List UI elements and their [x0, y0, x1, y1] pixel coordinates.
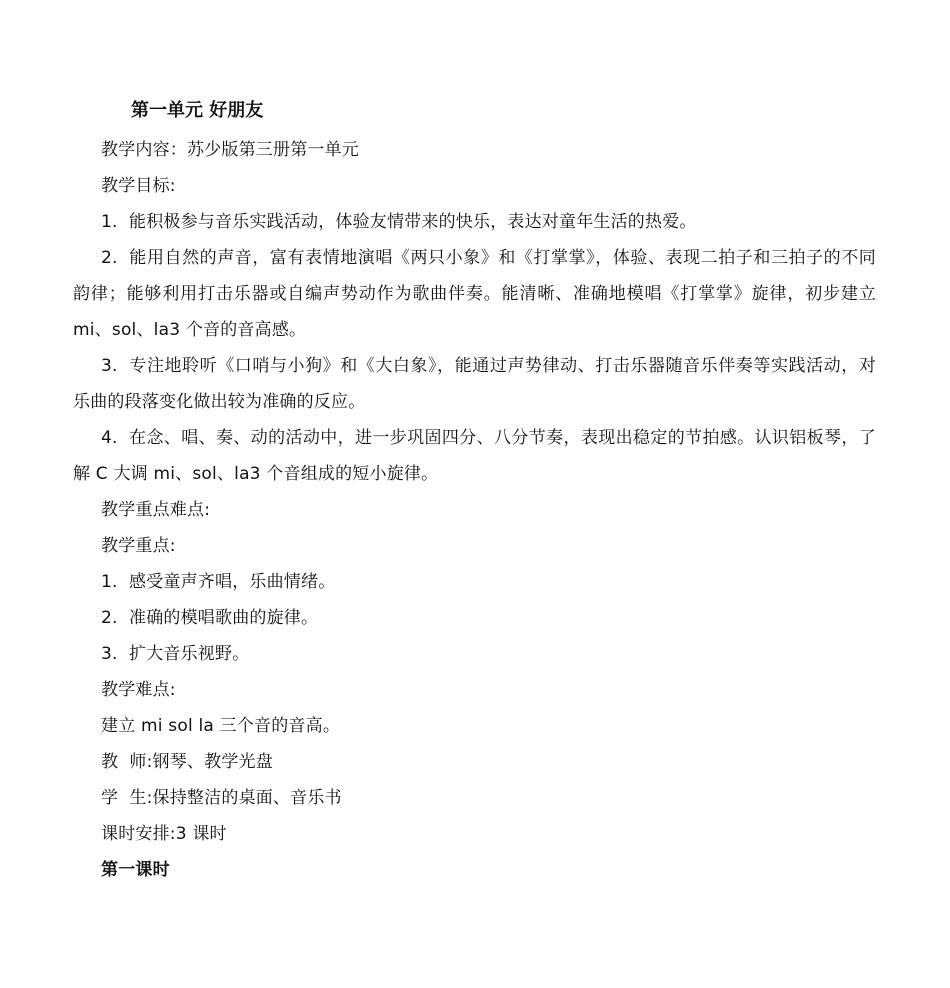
goal-item-4 [73, 420, 876, 492]
key-text: 感受童声齐唱，乐曲情绪。 [129, 572, 336, 592]
student-materials: 学 生:保持整洁的桌面、音乐书 [101, 788, 342, 808]
lesson-1-heading: 第一课时 [101, 860, 170, 880]
goal-text: 能积极参与音乐实践活动，体验友情带来的快乐，表达对童年生活的热爱。 [129, 212, 697, 232]
goal-number: 2. [101, 248, 118, 268]
difficult-point-1: 建立 mi sol la 三个音的音高。 [101, 716, 341, 736]
key-number: 3. [101, 644, 118, 664]
goal-item-2 [73, 240, 876, 348]
goal-text: 能用自然的声音，富有表情地演唱《两只小象》和《打掌掌》，体验、表现二拍子和三拍子的不同韵律；能够利用打击乐器或自编声势动作为歌曲伴奏。能清晰、准确地模唱《打掌掌》旋律，初步建立 mi、sol、la3 个音的音高感。 [73, 248, 876, 340]
teaching-content: 教学内容：苏少版第三册第一单元 [101, 140, 359, 160]
key-number: 2. [101, 608, 118, 628]
goal-item-1 [73, 204, 876, 240]
key-text: 扩大音乐视野。 [129, 644, 250, 664]
goal-number: 1. [101, 212, 118, 232]
goal-text: 在念、唱、奏、动的活动中，进一步巩固四分、八分节奏，表现出稳定的节拍感。认识铝板琴，了解 C 大调 mi、sol、la3 个音组成的短小旋律。 [73, 428, 876, 484]
teaching-goals-heading: 教学目标: [101, 176, 176, 196]
key-points-heading: 教学重点: [101, 536, 176, 556]
key-number: 1. [101, 572, 118, 592]
document-body [73, 132, 876, 888]
lesson-schedule: 课时安排:3 课时 [101, 824, 227, 844]
key-difficult-heading: 教学重点难点: [101, 500, 211, 520]
key-text: 准确的模唱歌曲的旋律。 [129, 608, 319, 628]
goal-number: 3. [101, 356, 118, 376]
unit-title: 第一单元 好朋友 [131, 100, 264, 121]
goal-text: 专注地聆听《口哨与小狗》和《大白象》，能通过声势律动、打击乐器随音乐伴奏等实践活动，对乐曲的段落变化做出较为准确的反应。 [73, 356, 876, 412]
goal-number: 4. [101, 428, 118, 448]
goal-item-3 [73, 348, 876, 420]
difficult-points-heading: 教学难点: [101, 680, 176, 700]
key-point-2 [73, 600, 876, 636]
key-point-3 [73, 636, 876, 672]
key-point-1 [73, 564, 876, 600]
teacher-materials: 教 师:钢琴、教学光盘 [101, 752, 273, 772]
